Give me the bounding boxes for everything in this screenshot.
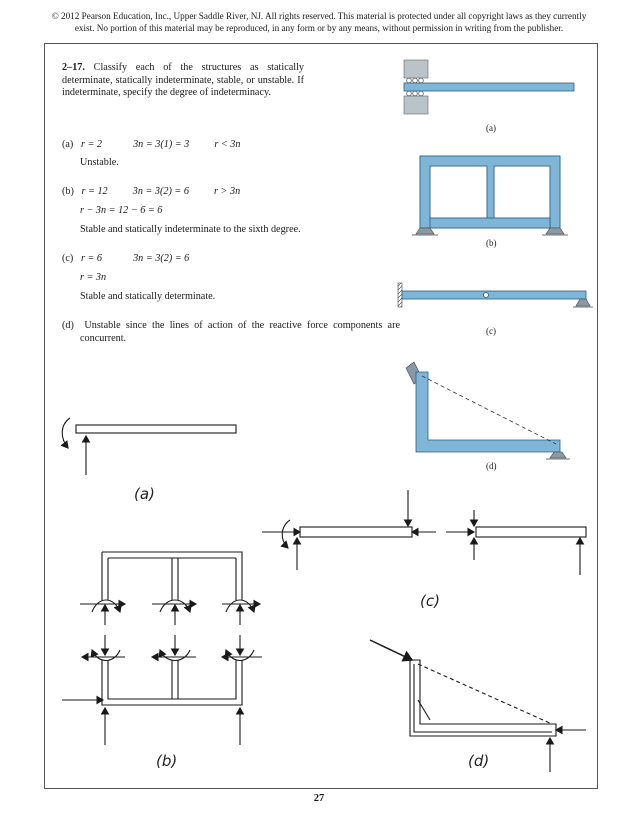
- figure-d: [406, 362, 570, 459]
- figure-label-d: (d): [486, 461, 497, 471]
- solution-b-result: Stable and statically indeterminate to the sixth degree.: [80, 224, 301, 235]
- fig-b-frame: [420, 156, 560, 228]
- copyright-line-1: © 2012 Pearson Education, Inc., Upper Saddle River, NJ. All rights reserved. This material is protected under all copyright laws as they currently: [51, 11, 587, 21]
- fig-b-right-pin: [546, 228, 564, 234]
- sketch-d-frame: [410, 660, 556, 736]
- solution-a-cmp: r < 3n: [214, 139, 241, 150]
- problem-number: 2–17.: [62, 62, 85, 73]
- solution-a-n: 3n = 3(1) = 3: [133, 139, 190, 150]
- solution-c-r: r = 6: [80, 253, 102, 264]
- solution-a-result: Unstable.: [80, 157, 119, 168]
- figure-label-a: (a): [486, 123, 496, 133]
- fig-c-wall: [398, 283, 402, 307]
- copyright-line-2: exist. No portion of this material may be reproduced, in any form or by any means, without permission in writing from the publisher.: [74, 23, 564, 33]
- fig-c-hinge: [484, 293, 489, 298]
- solution-c-label: (c): [62, 253, 74, 264]
- sketch-c: [262, 490, 586, 575]
- figure-a: [404, 60, 574, 114]
- fig-b-left-pin: [416, 228, 434, 234]
- solution-b-label: (b): [62, 186, 74, 197]
- hand-label-c: (c): [420, 592, 440, 610]
- fig-c-beam: [402, 291, 586, 299]
- sketch-a-beam: [76, 425, 236, 433]
- solution-a-label: (a): [62, 139, 74, 150]
- hand-label-d: (d): [468, 752, 490, 770]
- sketch-b-lower-frame: [102, 660, 242, 705]
- sketch-a: [62, 418, 236, 475]
- figure-b: [412, 156, 568, 235]
- solution-b-calc: r − 3n = 12 − 6 = 6: [80, 205, 163, 216]
- sketch-a-moment: [62, 418, 70, 448]
- solution-b-r: r = 12: [81, 186, 108, 197]
- solution-d-label: (d): [62, 320, 74, 331]
- solution-c-n: 3n = 3(2) = 6: [133, 253, 190, 264]
- solution-b-cmp: r > 3n: [214, 186, 241, 197]
- sketch-d-dashed-line: [418, 664, 552, 724]
- problem-text: Classify each of the structures as statically determinate, statically indeterminate, stable, or unstable. If indeterminate, specify the degree of indeterminacy.: [62, 62, 304, 98]
- sketch-b: [62, 552, 262, 745]
- sketch-c-left-beam: [300, 527, 412, 537]
- solution-b-n: 3n = 3(2) = 6: [132, 186, 189, 197]
- sketch-c-right-beam: [476, 527, 586, 537]
- page-number: 27: [313, 793, 325, 804]
- solution-c-result: Stable and statically determinate.: [80, 291, 216, 302]
- fig-a-lower-block: [404, 96, 428, 114]
- hand-label-b: (b): [156, 752, 178, 770]
- fig-a-beam: [404, 83, 574, 91]
- fig-a-upper-block: [404, 60, 428, 78]
- solution-d-result: Unstable since the lines of action of the reactive force components are concurrent.: [80, 320, 400, 344]
- sketch-d: [370, 640, 586, 772]
- sketch-b-upper-frame: [102, 552, 242, 600]
- solution-a-r: r = 2: [80, 139, 102, 150]
- fig-d-bottom-pin: [550, 452, 566, 458]
- fig-b-bottom-beam: [430, 218, 550, 228]
- hand-label-a: (a): [134, 485, 155, 503]
- figure-c: [398, 283, 593, 307]
- figure-label-c: (c): [486, 326, 496, 336]
- fig-c-pin: [576, 299, 590, 306]
- solution-c-calc: r = 3n: [80, 272, 107, 283]
- figure-label-b: (b): [486, 238, 497, 248]
- fig-d-dashed-line: [422, 376, 556, 444]
